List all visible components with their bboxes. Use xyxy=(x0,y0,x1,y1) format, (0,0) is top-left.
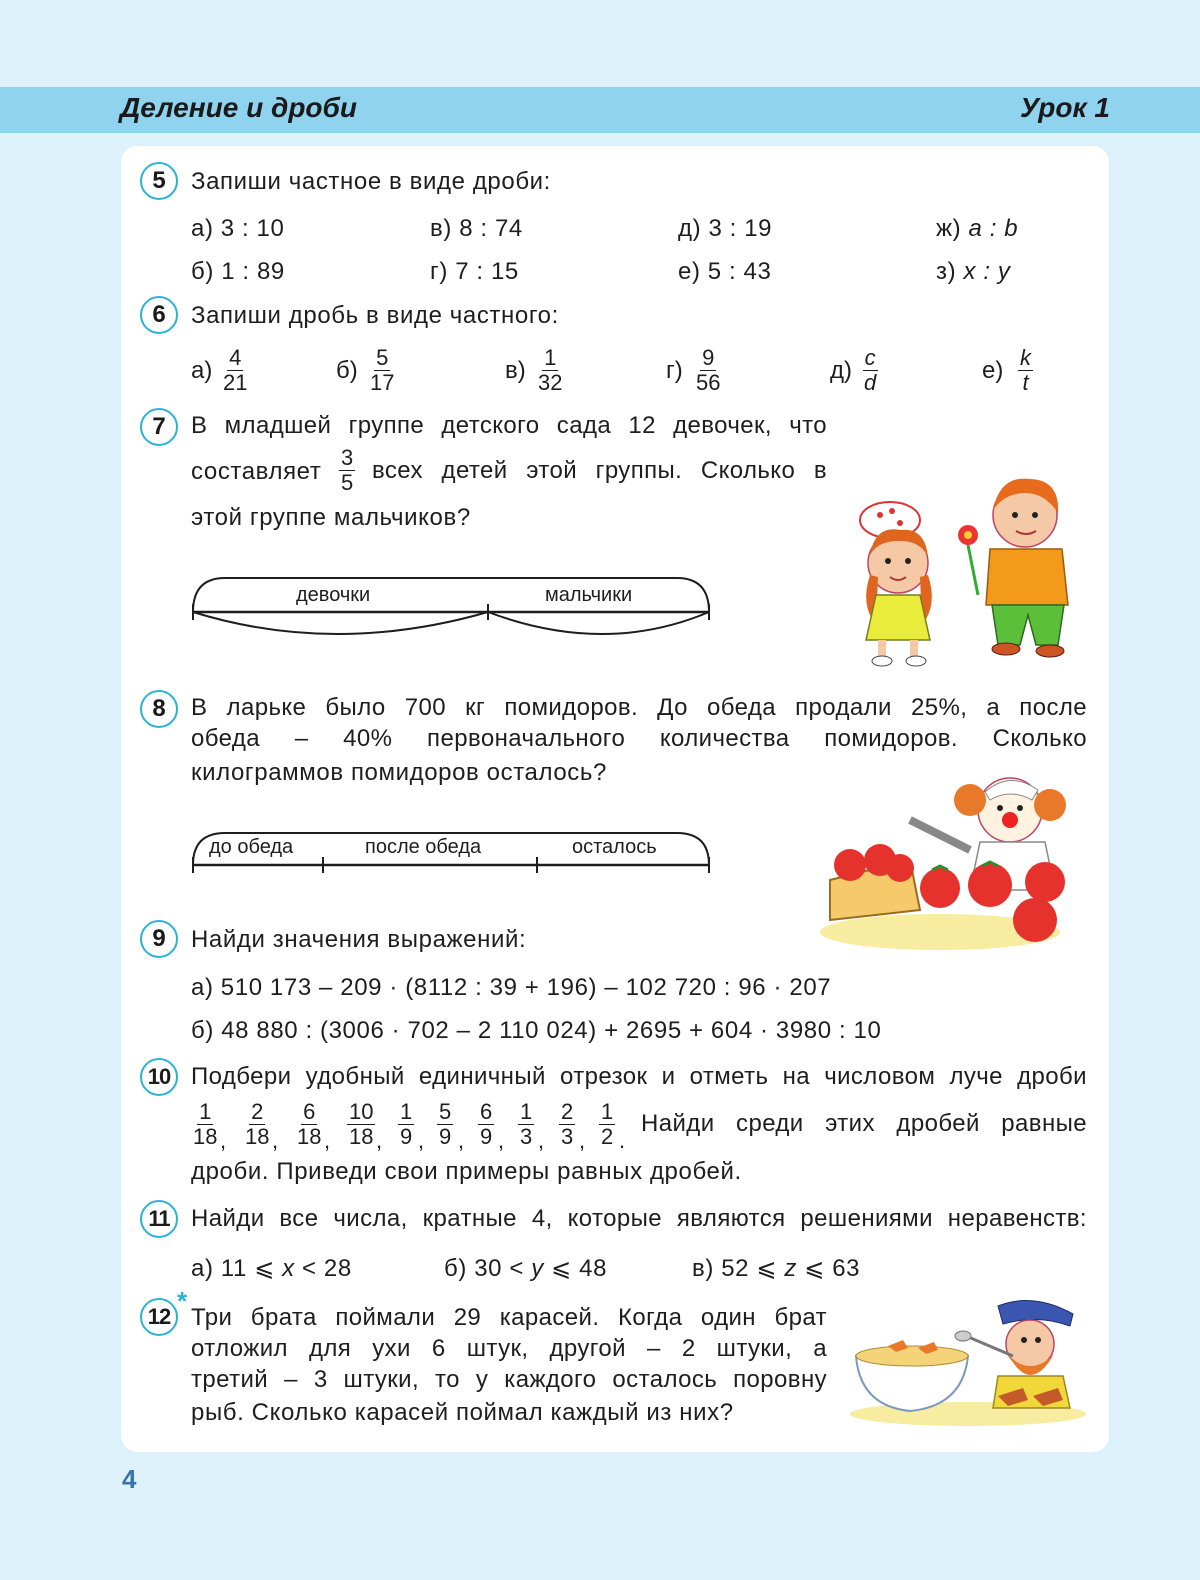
task6-label-a: а) xyxy=(191,357,213,384)
task6-fraction-e: $\frac{k}{t}$ xyxy=(1020,345,1031,395)
task10-line1: Подбери удобный единичный отрезок и отметь на числовом луче дроби xyxy=(191,1063,1087,1090)
comma: , xyxy=(538,1128,545,1153)
comma: , xyxy=(579,1128,586,1153)
task-number-7: 7 xyxy=(140,408,178,446)
task5-item-zh: ж) a : b xyxy=(936,215,1019,242)
task6-fraction-b: $\frac{5}{17}$ xyxy=(370,345,395,395)
period: . xyxy=(619,1128,626,1153)
section-title: Деление и дроби xyxy=(120,92,357,123)
task7-segment-diagram xyxy=(185,570,725,640)
task10-fraction-8: $\frac{1}{3}$ xyxy=(520,1099,533,1149)
comma: , xyxy=(376,1128,383,1153)
task9-expression-b: б) 48 880 : (3006 · 702 – 2 110 024) + 2695 + 604 · 3980 : 10 xyxy=(191,1017,882,1044)
task9-expression-a: а) 510 173 – 209 · (8112 : 39 + 196) – 102 720 : 96 · 207 xyxy=(191,974,832,1001)
task5-item-v: в) 8 : 74 xyxy=(430,215,523,242)
task6-label-d: д) xyxy=(830,357,852,384)
diagram-label-girls: девочки xyxy=(296,584,371,606)
task5-item-g: г) 7 : 15 xyxy=(430,258,519,285)
comma: , xyxy=(220,1128,227,1153)
task10-fraction-3: $\frac{6}{18}$ xyxy=(297,1099,322,1149)
task7-line2b: всех детей этой группы. Сколько в xyxy=(372,457,827,484)
difficulty-star: * xyxy=(177,1286,188,1316)
task7-fraction: $\frac{3}{5}$ xyxy=(341,445,354,495)
task10-fraction-6: $\frac{5}{9}$ xyxy=(439,1099,452,1149)
diagram-label-before-lunch: до обеда xyxy=(209,836,294,858)
task6-fraction-v: $\frac{1}{32}$ xyxy=(538,345,563,395)
task5-text: Запиши частное в виде дроби: xyxy=(191,168,551,195)
lesson-title: Урок 1 xyxy=(1019,92,1110,123)
task8-line3: килограммов помидоров осталось? xyxy=(191,759,607,786)
task6-label-v: в) xyxy=(505,357,526,384)
task6-label-e: е) xyxy=(982,357,1004,384)
task-number-9: 9 xyxy=(140,920,178,958)
diagram-label-remaining: осталось xyxy=(572,836,657,858)
task-number-11: 11 xyxy=(140,1200,178,1238)
task8-text: В ларьке было 700 кг помидоров. До обеда продали 25%, а после обеда – 40% первоначального количества помидоров. Сколько xyxy=(191,694,1087,752)
diagram-label-boys: мальчики xyxy=(545,584,633,606)
task-number-12: 12 xyxy=(140,1298,178,1336)
task5-item-d: д) 3 : 19 xyxy=(678,215,773,242)
task10-fraction-7: $\frac{6}{9}$ xyxy=(480,1099,493,1149)
task10-line2: Найди среди этих дробей равные xyxy=(641,1110,1087,1137)
task6-text: Запиши дробь в виде частного: xyxy=(191,302,559,329)
task5-item-z: з) x : y xyxy=(936,258,1011,285)
clown-tomatoes-illustration xyxy=(820,770,1090,950)
comma: , xyxy=(324,1128,331,1153)
task10-fraction-5: $\frac{1}{9}$ xyxy=(400,1099,413,1149)
task12-line4: рыб. Сколько карасей поймал каждый из них? xyxy=(191,1399,734,1426)
task6-label-b: б) xyxy=(336,357,358,384)
task11-inequality-b: б) 30 < y ⩽ 48 xyxy=(444,1255,608,1282)
gnome-fish-soup-illustration xyxy=(848,1296,1088,1426)
comma: , xyxy=(458,1128,465,1153)
task7-text: В младшей группе детского сада 12 девочек, что xyxy=(191,412,827,439)
task11-inequality-a: а) 11 ⩽ x < 28 xyxy=(191,1255,352,1282)
task5-item-a: а) 3 : 10 xyxy=(191,215,285,242)
task10-fraction-2: $\frac{2}{18}$ xyxy=(245,1099,270,1149)
diagram-label-after-lunch: после обеда xyxy=(365,836,482,858)
task10-fraction-9: $\frac{2}{3}$ xyxy=(561,1099,574,1149)
page-number: 4 xyxy=(122,1464,137,1494)
task10-fraction-1: $\frac{1}{18}$ xyxy=(193,1099,218,1149)
task11-text: Найди все числа, кратные 4, которые являются решениями неравенств: xyxy=(191,1205,1087,1232)
task10-fraction-4: $\frac{10}{18}$ xyxy=(349,1099,374,1149)
task6-fraction-g: $\frac{9}{56}$ xyxy=(696,345,721,395)
task-number-8: 8 xyxy=(140,690,178,728)
task12-text: Три брата поймали 29 карасей. Когда один брат отложил для ухи 6 штук, другой – 2 штуки, а третий – 3 штуки, то у каждого осталось поровну xyxy=(191,1304,827,1393)
task6-fraction-a: $\frac{4}{21}$ xyxy=(223,345,248,395)
task6-label-g: г) xyxy=(666,357,683,384)
task5-item-b: б) 1 : 89 xyxy=(191,258,285,285)
task9-text: Найди значения выражений: xyxy=(191,926,527,953)
task11-inequality-c: в) 52 ⩽ z ⩽ 63 xyxy=(692,1255,861,1282)
task-number-10: 10 xyxy=(140,1058,178,1096)
task10-fraction-10: $\frac{1}{2}$ xyxy=(601,1099,614,1149)
task10-line3: дроби. Приведи свои примеры равных дробей. xyxy=(191,1158,742,1185)
task7-line2a: составляет xyxy=(191,458,322,485)
task6-fraction-d: $\frac{c}{d}$ xyxy=(864,345,877,395)
comma: , xyxy=(418,1128,425,1153)
comma: , xyxy=(498,1128,505,1153)
task5-item-e: е) 5 : 43 xyxy=(678,258,772,285)
task-number-5: 5 xyxy=(140,162,178,200)
task7-line3: этой группе мальчиков? xyxy=(191,504,471,531)
children-illustration xyxy=(830,465,1090,670)
task-number-6: 6 xyxy=(140,296,178,334)
comma: , xyxy=(272,1128,279,1153)
